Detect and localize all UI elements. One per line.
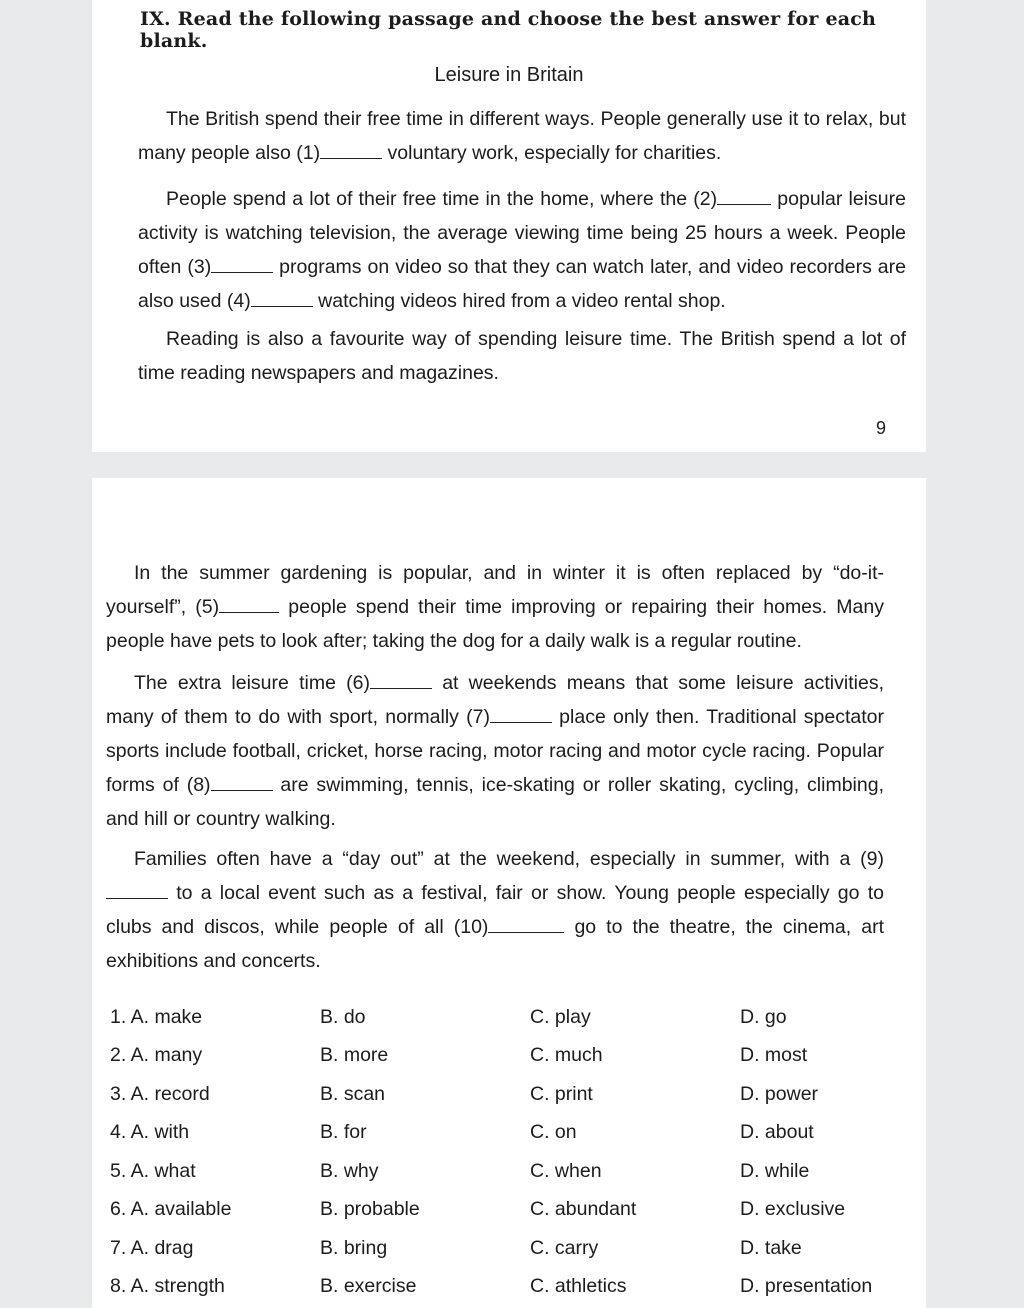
option-cell: D. take bbox=[740, 1236, 802, 1259]
p1-text-a: The British spend their free time in different ways. People generally use it to relax, but many people also (1) bbox=[138, 108, 906, 164]
option-cell: B. do bbox=[320, 1005, 366, 1028]
passage-title: Leisure in Britain bbox=[434, 64, 584, 86]
blank-3 bbox=[211, 254, 273, 273]
paragraph-6 bbox=[106, 842, 884, 978]
paragraph-2 bbox=[138, 182, 906, 318]
option-cell: C. much bbox=[530, 1044, 603, 1067]
option-cell: D. about bbox=[740, 1121, 814, 1144]
option-cell: D. power bbox=[740, 1082, 819, 1105]
option-row bbox=[110, 1037, 920, 1076]
p3-text: Reading is also a favourite way of spending leisure time. The British spend a lot of time reading newspapers and magazines. bbox=[138, 328, 906, 384]
answer-options bbox=[110, 998, 920, 1306]
option-cell: D. go bbox=[740, 1005, 787, 1028]
paragraph-5 bbox=[106, 666, 884, 836]
option-cell: 8. A. strength bbox=[110, 1275, 225, 1298]
p5-text-c: place only then. Traditional spectator sports include football, cricket, horse racing, motor racing and motor cycle racing. Popular forms of (8) bbox=[106, 706, 884, 796]
p1-text-b: voluntary work, especially for charities. bbox=[382, 142, 722, 164]
option-cell: B. for bbox=[320, 1121, 367, 1144]
blank-7 bbox=[490, 704, 552, 723]
option-cell: D. most bbox=[740, 1044, 808, 1067]
option-cell: B. exercise bbox=[320, 1275, 417, 1298]
option-cell: D. presentation bbox=[740, 1275, 873, 1298]
option-row bbox=[110, 1191, 920, 1230]
option-row bbox=[110, 998, 920, 1037]
blank-8 bbox=[211, 772, 273, 791]
option-row bbox=[110, 1229, 920, 1268]
p5-text-d: are swimming, tennis, ice-skating or roller skating, cycling, climbing, and hill or country walking. bbox=[106, 774, 884, 830]
p2-text-a: People spend a lot of their free time in the home, where the (2) bbox=[166, 188, 718, 210]
option-cell: B. scan bbox=[320, 1082, 386, 1105]
p5-text-b: at weekends means that some leisure activities, many of them to do with sport, normally (7) bbox=[106, 672, 884, 728]
blank-5 bbox=[219, 594, 279, 613]
option-cell: 7. A. drag bbox=[110, 1236, 194, 1259]
blank-10 bbox=[488, 914, 564, 933]
option-cell: 3. A. record bbox=[110, 1082, 210, 1105]
exercise-heading: IX. Read the following passage and choose the best answer for each blank. bbox=[140, 8, 877, 52]
option-cell: 2. A. many bbox=[110, 1044, 203, 1067]
blank-6 bbox=[370, 670, 432, 689]
p6-text-c: go to the theatre, the cinema, art exhibitions and concerts. bbox=[106, 916, 884, 972]
p2-text-d: watching videos hired from a video rental shop. bbox=[312, 290, 726, 312]
option-row bbox=[110, 1268, 920, 1307]
option-cell: 4. A. with bbox=[110, 1121, 190, 1144]
p2-text-c: programs on video so that they can watch later, and video recorders are also used (4) bbox=[138, 256, 906, 312]
paragraph-1 bbox=[138, 102, 906, 170]
option-cell: C. athletics bbox=[530, 1275, 627, 1298]
option-cell: C. when bbox=[530, 1159, 602, 1182]
option-row bbox=[110, 1152, 920, 1191]
paragraph-4 bbox=[106, 556, 884, 658]
page-top bbox=[92, 0, 926, 452]
paragraph-3 bbox=[138, 322, 906, 390]
option-cell: B. more bbox=[320, 1044, 389, 1067]
option-cell: B. bring bbox=[320, 1236, 388, 1259]
page-bottom bbox=[92, 478, 926, 1308]
option-cell: C. play bbox=[530, 1005, 591, 1028]
blank-9 bbox=[106, 880, 168, 899]
option-cell: 6. A. available bbox=[110, 1198, 232, 1221]
option-cell: B. probable bbox=[320, 1198, 420, 1221]
option-cell: D. exclusive bbox=[740, 1198, 846, 1221]
p6-text-a: Families often have a “day out” at the weekend, especially in summer, with a (9) bbox=[134, 848, 884, 870]
option-cell: 5. A. what bbox=[110, 1159, 196, 1182]
blank-4 bbox=[251, 288, 313, 307]
page-number: 9 bbox=[875, 418, 886, 438]
option-cell: D. while bbox=[740, 1159, 810, 1182]
p6-text-b: to a local event such as a festival, fair or show. Young people especially go to clubs and discos, while people of all (10) bbox=[106, 882, 884, 938]
option-row bbox=[110, 1075, 920, 1114]
option-cell: C. print bbox=[530, 1082, 593, 1105]
p4-text-a: In the summer gardening is popular, and in winter it is often replaced by “do-it-yourself”, (5) bbox=[106, 562, 884, 618]
option-cell: B. why bbox=[320, 1159, 379, 1182]
p4-text-b: people spend their time improving or repairing their homes. Many people have pets to look after; taking the dog for a daily walk is a regular routine. bbox=[106, 596, 884, 652]
p2-text-b: popular leisure activity is watching television, the average viewing time being 25 hours a week. People often (3) bbox=[138, 188, 906, 278]
blank-2 bbox=[717, 186, 771, 205]
option-cell: C. abundant bbox=[530, 1198, 637, 1221]
p5-text-a: The extra leisure time (6) bbox=[134, 672, 370, 694]
option-cell: C. on bbox=[530, 1121, 577, 1144]
option-cell: C. carry bbox=[530, 1236, 599, 1259]
option-row bbox=[110, 1114, 920, 1153]
blank-1 bbox=[320, 140, 382, 159]
option-cell: 1. A. make bbox=[110, 1005, 203, 1028]
